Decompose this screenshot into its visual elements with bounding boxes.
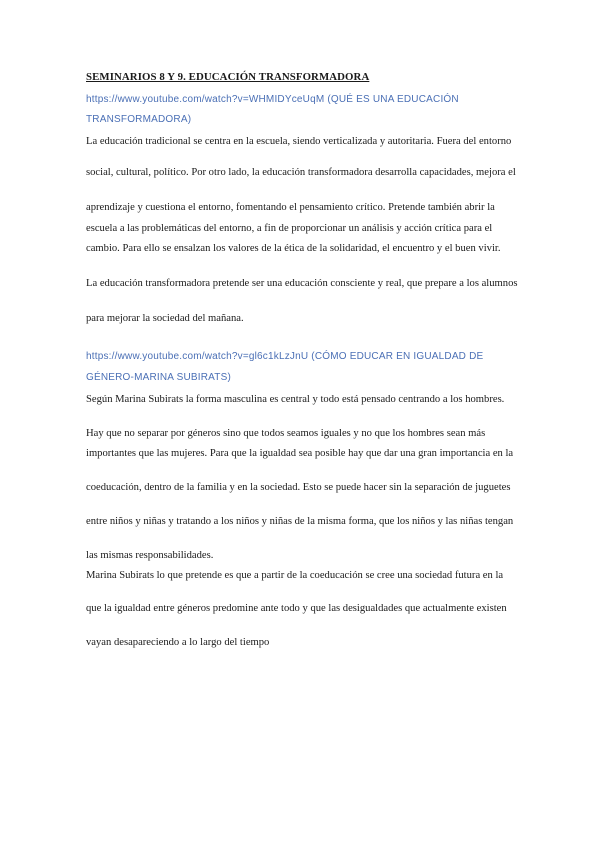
paragraph-line: que la igualdad entre géneros predomine ante todo y que las desigualdades que actualmente existen (86, 603, 507, 614)
paragraph-line: Marina Subirats lo que pretende es que a partir de la coeducación se cree una sociedad futura en la (86, 570, 504, 581)
paragraph-line: escuela a las problemáticas del entorno, a fin de proporcionar un análisis y acción crítica para el (86, 223, 493, 234)
paragraph-line: vayan desapareciendo a lo largo del tiempo (86, 637, 270, 648)
paragraph-line: importantes que las mujeres. Para que la igualdad sea posible hay que dar una gran importancia en la (86, 448, 514, 459)
video-link-1[interactable]: https://www.youtube.com/watch?v=WHMIDYceUqM (QUÉ ES UNA EDUCACIÓN (86, 94, 459, 105)
paragraph-line: social, cultural, político. Por otro lado, la educación transformadora desarrolla capacidades, mejora el (86, 167, 516, 178)
paragraph-line: para mejorar la sociedad del mañana. (86, 313, 244, 324)
paragraph-line: entre niños y niñas y tratando a los niños y niñas de la misma forma, que los niños y las niñas tengan (86, 516, 514, 527)
video-link-1-continued[interactable]: TRANSFORMADORA) (86, 114, 192, 125)
paragraph-line: cambio. Para ello se ensalzan los valores de la ética de la solidaridad, el encuentro y el buen vivir. (86, 243, 501, 254)
paragraph-line: aprendizaje y cuestiona el entorno, fomentando el pensamiento crítico. Pretende también abrir la (86, 202, 495, 213)
paragraph-line: Hay que no separar por géneros sino que todos seamos iguales y no que los hombres sean más (86, 428, 486, 439)
paragraph-line: La educación tradicional se centra en la escuela, siendo verticalizada y autoritaria. Fuera del entorno (86, 136, 512, 147)
paragraph-line: La educación transformadora pretende ser una educación consciente y real, que prepare a los alumnos (86, 278, 518, 289)
page-title: SEMINARIOS 8 Y 9. EDUCACIÓN TRANSFORMADORA (86, 71, 370, 83)
paragraph-line: las mismas responsabilidades. (86, 550, 214, 561)
video-link-2-continued[interactable]: GÉNERO-MARINA SUBIRATS) (86, 372, 231, 383)
paragraph-line: coeducación, dentro de la familia y en la sociedad. Esto se puede hacer sin la separación de juguetes (86, 482, 511, 493)
video-link-2[interactable]: https://www.youtube.com/watch?v=gl6c1kLzJnU (CÓMO EDUCAR EN IGUALDAD DE (86, 351, 484, 362)
paragraph-line: Según Marina Subirats la forma masculina es central y todo está pensado centrando a los hombres. (86, 394, 505, 405)
